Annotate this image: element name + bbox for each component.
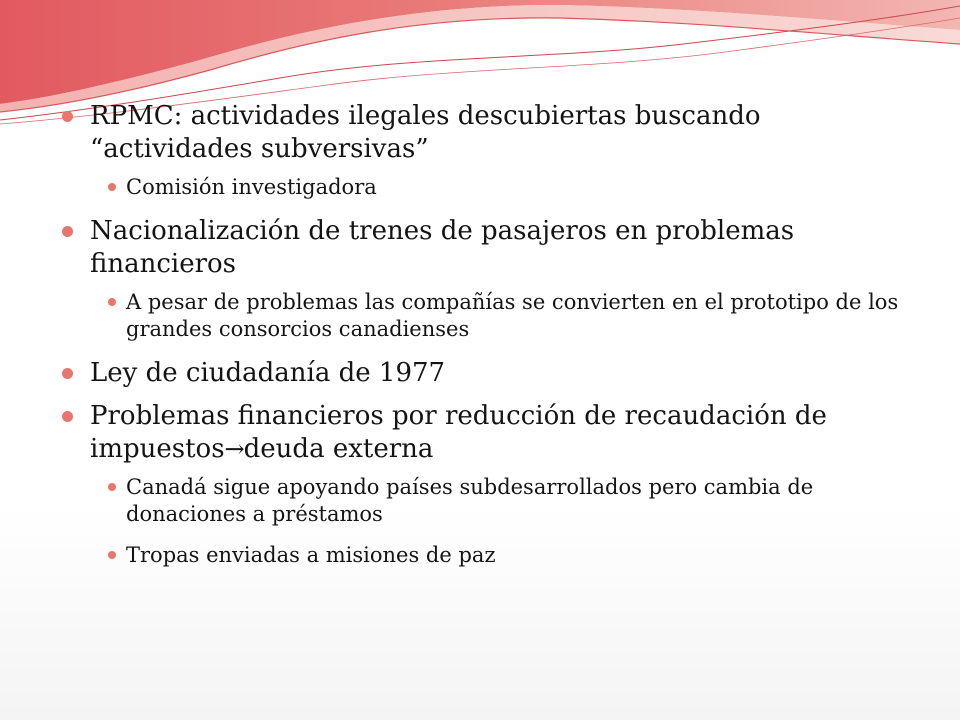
sub-bullet-item bbox=[90, 542, 912, 569]
sub-bullet-icon bbox=[108, 183, 116, 191]
sub-bullet-list bbox=[90, 289, 912, 343]
bullet-list bbox=[62, 100, 912, 569]
slide-content bbox=[62, 100, 912, 583]
sub-bullet-icon bbox=[108, 483, 116, 491]
sub-bullet-item bbox=[90, 289, 912, 343]
bullet-text: Nacionalización de trenes de pasajeros en problemas financieros bbox=[90, 216, 795, 279]
sub-bullet-list bbox=[90, 474, 912, 569]
bullet-text: Ley de ciudadanía de 1977 bbox=[90, 358, 446, 388]
bullet-item-ley bbox=[62, 357, 912, 390]
bullet-icon bbox=[62, 111, 73, 122]
bullet-icon bbox=[62, 411, 73, 422]
sub-bullet-text: Tropas enviadas a misiones de paz bbox=[126, 543, 496, 567]
sub-bullet-text: Comisión investigadora bbox=[126, 175, 377, 199]
sub-bullet-icon bbox=[108, 298, 116, 306]
sub-bullet-item bbox=[90, 174, 912, 201]
bullet-icon bbox=[62, 368, 73, 379]
bullet-text-after-arrow: deuda externa bbox=[243, 434, 434, 464]
bullet-icon bbox=[62, 226, 73, 237]
bullet-item-rpmc bbox=[62, 100, 912, 201]
bullet-item-nacionalizacion bbox=[62, 215, 912, 343]
bullet-text: RPMC: actividades ilegales descubiertas buscando “actividades subversivas” bbox=[90, 101, 761, 164]
sub-bullet-icon bbox=[108, 551, 116, 559]
bullet-item-problemas bbox=[62, 400, 912, 569]
sub-bullet-text: Canadá sigue apoyando países subdesarrollados pero cambia de donaciones a préstamos bbox=[126, 475, 814, 526]
bullet-text-before-arrow: Problemas financieros por reducción de recaudación de impuestos bbox=[90, 401, 827, 464]
sub-bullet-item bbox=[90, 474, 912, 528]
sub-bullet-text: A pesar de problemas las compañías se convierten en el prototipo de los grandes consorcios canadienses bbox=[126, 290, 899, 341]
right-arrow-icon: → bbox=[224, 435, 244, 463]
sub-bullet-list bbox=[90, 174, 912, 201]
